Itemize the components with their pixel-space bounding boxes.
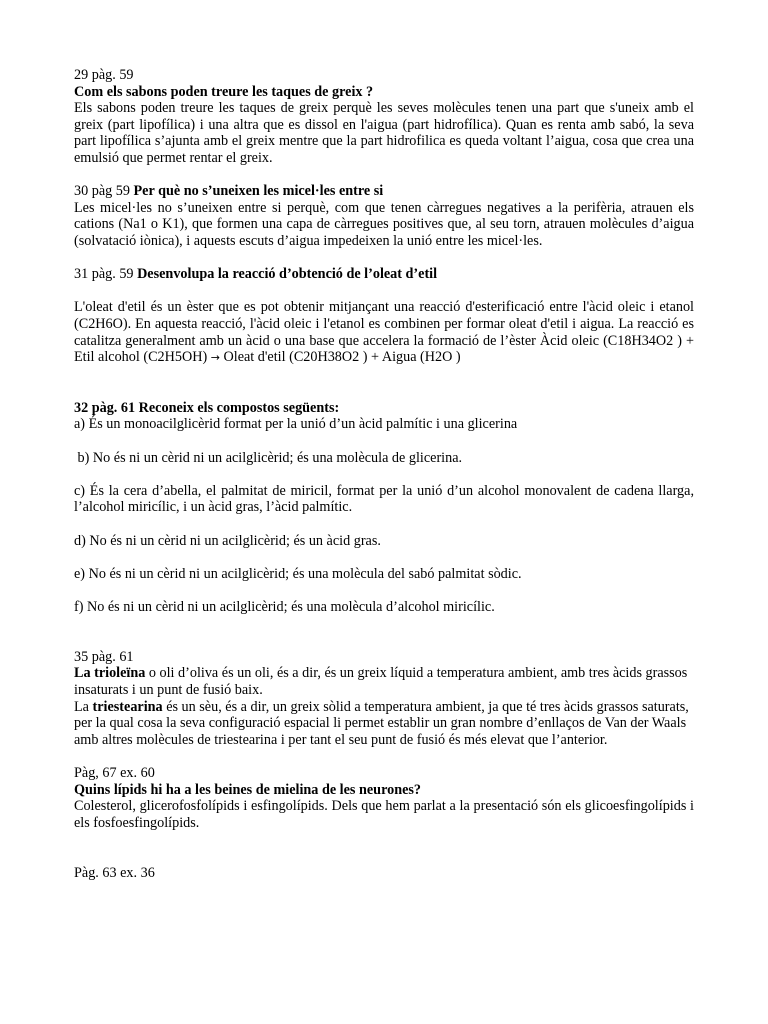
question-29-title: Com els sabons poden treure les taques de greix ? [74,83,374,100]
question-32-c: c) És la cera d’abella, el palmitat de miricil, format per la unió d’un alcohol monovalent de cadena llarga, l’alcohol miricílic, i un àcid gras, l’àcid palmític. [74,482,694,516]
question-30-title: Per què no s’uneixen les micel·les entre si [133,183,384,200]
question-35-trioleina: La trioleïna o oli d’oliva és un oli, és a dir, és un greix líquid a temperatura ambient, amb tres àcids grassos insaturats i un punt de fusió baix. [74,665,688,698]
question-31-title: Desenvolupa la reacció d’obtenció de l’oleat d’etil [137,266,438,283]
question-60-ref: Pàg, 67 ex. 60 [74,764,155,781]
question-30-ref: 30 pàg 59 [74,183,134,200]
question-32-f: f) No és ni un cèrid ni un acilglicèrid; és una molècula d’alcohol miricílic. [74,599,495,615]
reaction-arrow-icon: → [210,351,220,365]
question-30-answer: Les micel·les no s’uneixen entre si perquè, com que tenen càrregues negatives a la perifèria, atrauen els cations (Na1 o K1), que formen una capa de càrregues positives que, al seu torn, atrauen molècules d’aigua (solvatació iònica), i aquests escuts d’aigua impedeixen la unió entre les micel·les. [74,199,694,249]
question-32-b: b) No és ni un cèrid ni un acilglicèrid; és una molècula de glicerina. [74,449,463,466]
question-32-a: a) És un monoacilglicèrid format per la unió d’un àcid palmític i una glicerina [74,416,518,433]
question-32-title: 32 pàg. 61 Reconeix els compostos següents: [74,399,340,416]
question-35 [74,649,694,749]
question-32-d: d) No és ni un cèrid ni un acilglicèrid; és un àcid gras. [74,532,381,549]
question-35-ref: 35 pàg. 61 [74,648,134,665]
question-60-answer: Colesterol, glicerofosfolípids i esfingolípids. Dels que hem parlat a la presentació són els glicoesfingolípids i els fosfoesfingolípids. [74,798,694,831]
question-36-ref: Pàg. 63 ex. 36 [74,864,155,881]
question-29 [74,67,694,167]
question-29-answer: Els sabons poden treure les taques de greix perquè les seves molècules tenen una part que s'uneix amb el greix (part lipofílica) i una altra que es dissol en l'aigua (part hidrofílica). Quan es renta amb sabó, la seva part lipofílica s’ajunta amb el greix mentre que la part hidrofilica es queda voltant l’aigua, cosa que crea una emulsió que permet rentar el greix. [74,100,694,166]
question-36 [74,865,694,882]
question-32-e: e) No és ni un cèrid ni un acilglicèrid; és una molècula del sabó palmitat sòdic. [74,565,522,582]
question-31-answer: L'oleat d'etil és un èster que es pot obtenir mitjançant una reacció d'esterificació entre l'àcid oleic i etanol (C2H6O). En aquesta reacció, l'àcid oleic i l'etanol es combinen per formar oleat d'etil i aigua. La reacció es catalitza generalment amb un àcid o una base que accelera la formació de l’èster Àcid oleic (C18H34O2 ) + Etil alcohol (C2H5OH) → Oleat d'etil (C20H38O2 ) + Aigua (H2O ) [74,299,694,366]
document-page [74,67,694,881]
question-60-title: Quins lípids hi ha a les beines de mielina de les neurones? [74,781,422,798]
question-29-ref: 29 pàg. 59 [74,67,134,83]
question-31-ref: 31 pàg. 59 [74,266,138,283]
question-30 [74,183,694,249]
question-32 [74,400,694,616]
question-31 [74,266,694,367]
question-35-triestearina: La triestearina és un sèu, és a dir, un greix sòlid a temperatura ambient, ja que té tres àcids grassos saturats, per la qual cosa la seva configuració espacial li permet establir un gran nombre d’enllaços de Van der Waals amb altres molècules de triestearina i per tant el seu punt de fusió és més elevat que l’anterior. [74,698,689,748]
question-60 [74,765,694,831]
